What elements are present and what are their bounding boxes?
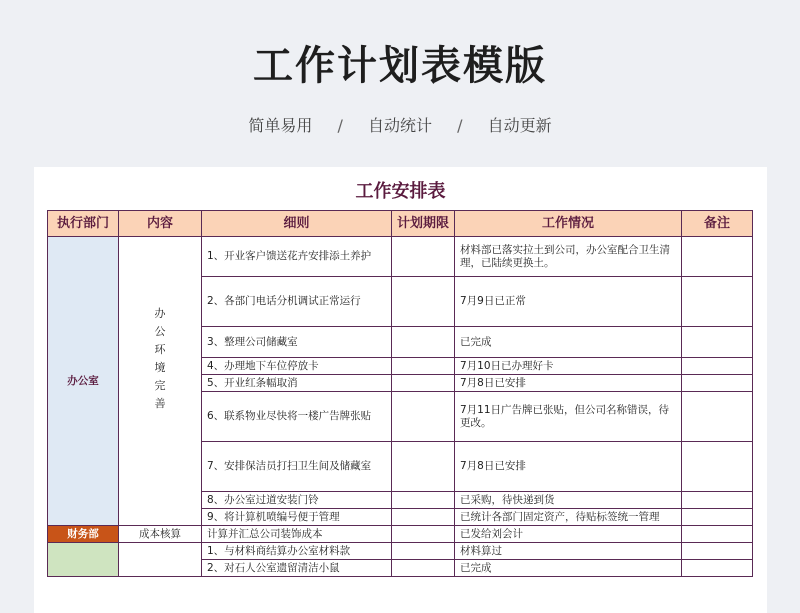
- table-row[interactable]: [48, 237, 753, 277]
- detail-cell[interactable]: 2、各部门电话分机调试正常运行: [202, 277, 392, 327]
- deadline-cell[interactable]: [392, 442, 455, 492]
- sheet-title: 工作安排表: [355, 181, 446, 202]
- remark-cell[interactable]: [682, 509, 753, 526]
- detail-cell[interactable]: 1、开业客户馈送花卉安排添土养护: [202, 237, 392, 277]
- status-cell[interactable]: 材料算过: [455, 543, 682, 560]
- status-cell[interactable]: 7月8日已安排: [455, 375, 682, 392]
- tag-auto-stats: 自动统计: [367, 116, 432, 135]
- status-cell[interactable]: 7月9日已正常: [455, 277, 682, 327]
- status-cell[interactable]: 已发给刘会计: [455, 526, 682, 543]
- status-cell[interactable]: 材料部已落实拉土到公司，办公室配合卫生清理，已陆续更换土。: [455, 237, 682, 277]
- status-cell[interactable]: 7月11日广告牌已张贴，但公司名称错误，待更改。: [455, 392, 682, 442]
- status-cell[interactable]: 7月10日已办理好卡: [455, 358, 682, 375]
- deadline-cell[interactable]: [392, 543, 455, 560]
- detail-cell[interactable]: 5、开业红条幅取消: [202, 375, 392, 392]
- content-cell-finance[interactable]: 成本核算: [119, 526, 202, 543]
- content-text: 办 公 环 境 完 善: [154, 306, 166, 410]
- dept-cell-finance[interactable]: 财务部: [48, 526, 119, 543]
- remark-cell[interactable]: [682, 358, 753, 375]
- content-cell-office[interactable]: [119, 237, 202, 526]
- col-header-dept: 执行部门: [48, 211, 119, 237]
- status-cell[interactable]: 已完成: [455, 327, 682, 358]
- table-row[interactable]: [48, 543, 753, 560]
- detail-cell[interactable]: 计算并汇总公司装饰成本: [202, 526, 392, 543]
- status-cell[interactable]: 已采购，待快递到货: [455, 492, 682, 509]
- status-cell[interactable]: 已统计各部门固定资产，待贴标签统一管理: [455, 509, 682, 526]
- remark-cell[interactable]: [682, 560, 753, 577]
- detail-cell[interactable]: 3、整理公司储藏室: [202, 327, 392, 358]
- status-cell[interactable]: 已完成: [455, 560, 682, 577]
- dept-cell-next[interactable]: [48, 543, 119, 577]
- dept-cell-office[interactable]: 办公室: [48, 237, 119, 526]
- deadline-cell[interactable]: [392, 358, 455, 375]
- deadline-cell[interactable]: [392, 375, 455, 392]
- deadline-cell[interactable]: [392, 492, 455, 509]
- remark-cell[interactable]: [682, 375, 753, 392]
- deadline-cell[interactable]: [392, 526, 455, 543]
- remark-cell[interactable]: [682, 492, 753, 509]
- tag-separator: /: [337, 116, 343, 135]
- detail-cell[interactable]: 8、办公室过道安装门铃: [202, 492, 392, 509]
- content-cell-next[interactable]: [119, 543, 202, 577]
- tag-separator: /: [457, 116, 463, 135]
- remark-cell[interactable]: [682, 327, 753, 358]
- remark-cell[interactable]: [682, 392, 753, 442]
- col-header-detail: 细则: [202, 211, 392, 237]
- detail-cell[interactable]: 6、联系物业尽快将一楼广告牌张贴: [202, 392, 392, 442]
- remark-cell[interactable]: [682, 442, 753, 492]
- spreadsheet-preview: [34, 167, 767, 613]
- detail-cell[interactable]: 7、安排保洁员打扫卫生间及储藏室: [202, 442, 392, 492]
- table-header-row: [48, 211, 753, 237]
- subtitle-tags: [0, 113, 800, 136]
- tag-auto-update: 自动更新: [487, 116, 552, 135]
- table-row[interactable]: [48, 526, 753, 543]
- detail-cell[interactable]: 1、与材料商结算办公室材料款: [202, 543, 392, 560]
- remark-cell[interactable]: [682, 237, 753, 277]
- remark-cell[interactable]: [682, 526, 753, 543]
- deadline-cell[interactable]: [392, 277, 455, 327]
- col-header-content: 内容: [119, 211, 202, 237]
- detail-cell[interactable]: 9、将计算机喷编号便于管理: [202, 509, 392, 526]
- detail-cell[interactable]: 2、对石人公室遗留清洁小鼠: [202, 560, 392, 577]
- remark-cell[interactable]: [682, 543, 753, 560]
- col-header-deadline: 计划期限: [392, 211, 455, 237]
- remark-cell[interactable]: [682, 277, 753, 327]
- work-schedule-table: [47, 210, 753, 577]
- detail-cell[interactable]: 4、办理地下车位停放卡: [202, 358, 392, 375]
- deadline-cell[interactable]: [392, 237, 455, 277]
- deadline-cell[interactable]: [392, 509, 455, 526]
- tag-easy: 简单易用: [248, 116, 313, 135]
- status-cell[interactable]: 7月8日已安排: [455, 442, 682, 492]
- deadline-cell[interactable]: [392, 392, 455, 442]
- page-title: 工作计划表模版: [253, 43, 547, 89]
- deadline-cell[interactable]: [392, 327, 455, 358]
- deadline-cell[interactable]: [392, 560, 455, 577]
- col-header-status: 工作情况: [455, 211, 682, 237]
- col-header-remark: 备注: [682, 211, 753, 237]
